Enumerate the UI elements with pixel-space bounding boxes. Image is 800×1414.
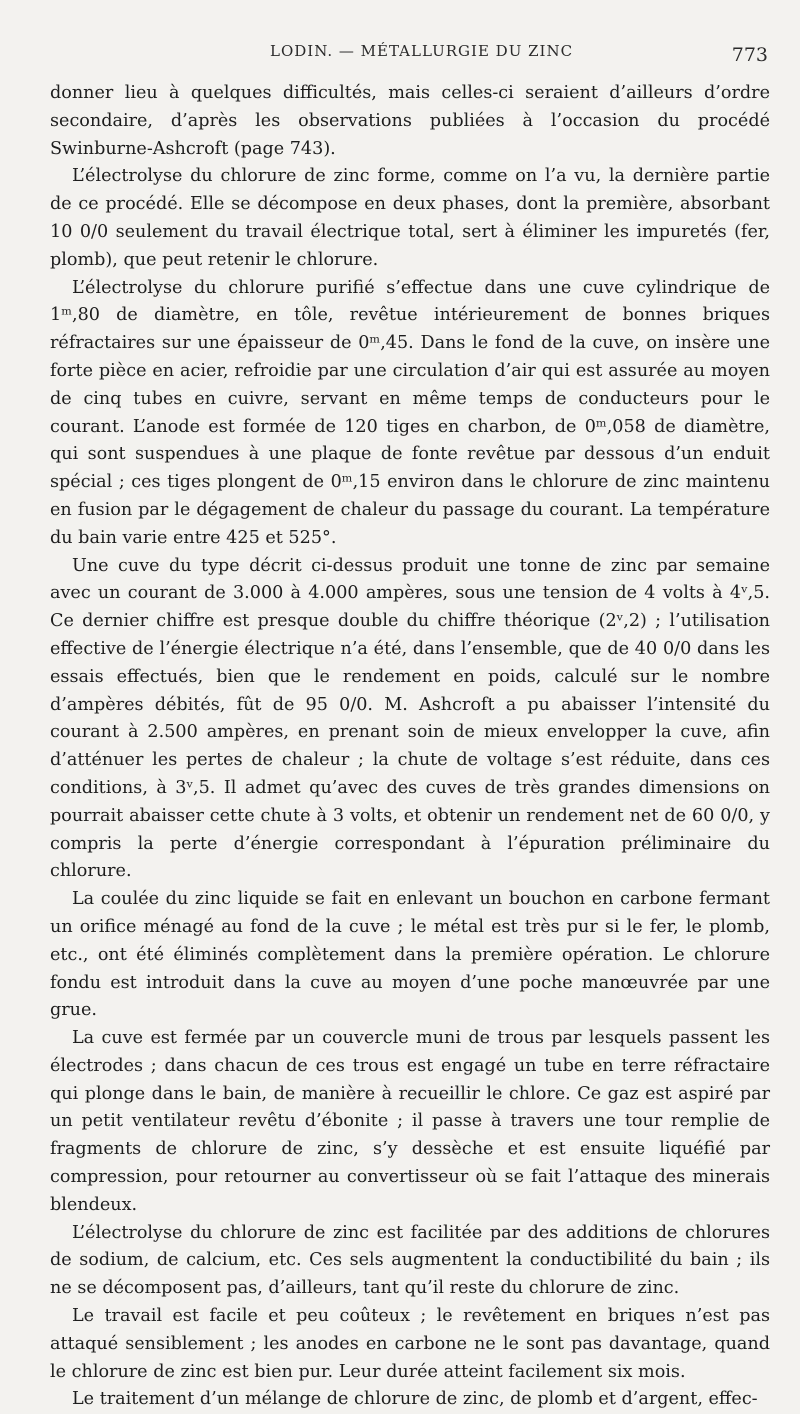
paragraph: L’électrolyse du chlorure de zinc est facilitée par des additions de chlorures de sodium, de calcium, etc. Ces sels augmentent la conductibilité du bain ; ils ne se décomposent pas, d’ailleurs, tant qu’il reste du chlorure de zinc. [50,1222,770,1299]
running-title: LODIN. — MÉTALLURGIE DU ZINC [270,42,574,60]
paragraph: La coulée du zinc liquide se fait en enlevant un bouchon en carbone fermant un orifice ménagé au fond de la cuve ; le métal est très pur si le fer, le plomb, etc., ont été éliminés complètement dans la première opération. Le chlorure fondu est introduit dans la cuve au moyen d’une poche manœuvrée par une grue. [50,889,770,1021]
page-header [50,40,770,76]
paragraph: Le traitement d’un mélange de chlorure de zinc, de plomb et d’argent, effec- [72,1389,758,1410]
paragraph: donner lieu à quelques difficultés, mais celles-ci seraient d’ailleurs d’ordre secondaire, d’après les observations publiées à l’occasion du procédé Swinburne-Ashcroft (page 743). [50,83,770,159]
page-number: 773 [731,44,768,66]
paragraph: La cuve est fermée par un couvercle muni de trous par lesquels passent les électrodes ; dans chacun de ces trous est engagé un tube en terre réfractaire qui plonge dans le bain, de manière à recueillir le chlore. Ce gaz est aspiré par un petit ventilateur revêtu d’ébonite ; il passe à travers une tour remplie de fragments de chlorure de zinc, s’y dessèche et est ensuite liquéfié par compression, pour retourner au convertisseur où se fait l’attaque des minerais blendeux. [50,1028,770,1215]
paragraph: L’électrolyse du chlorure purifié s’effectue dans une cuve cylindrique de 1ᵐ,80 de diamètre, en tôle, revêtue intérieurement de bonnes briques réfractaires sur une épaisseur de 0ᵐ,45. Dans le fond de la cuve, on insère une forte pièce en acier, refroidie par une circulation d’air qui est assurée au moyen de cinq tubes en cuivre, servant en même temps de conducteurs pour le courant. L’anode est formée de 120 tiges en charbon, de 0ᵐ,058 de diamètre, qui sont suspendues à une plaque de fonte revêtue par dessous d’un enduit spécial ; ces tiges plongent de 0ᵐ,15 environ dans le chlorure de zinc maintenu en fusion par le dégagement de chaleur du passage du courant. La température du bain varie entre 425 et 525°. [50,277,770,548]
body-text [50,80,770,1414]
paragraph: Le travail est facile et peu coûteux ; le revêtement en briques n’est pas attaqué sensiblement ; les anodes en carbone ne le sont pas davantage, quand le chlorure de zinc est bien pur. Leur durée atteint facilement six mois. [50,1306,770,1382]
paragraph: Une cuve du type décrit ci-dessus produit une tonne de zinc par semaine avec un courant de 3.000 à 4.000 ampères, sous une tension de 4 volts à 4ᵛ,5. Ce dernier chiffre est presque double du chiffre théorique (2ᵛ,2) ; l’utilisation effective de l’énergie électrique n’a été, dans l’ensemble, que de 40 0/0 dans les essais effectués, bien que le rendement en poids, calculé sur le nombre d’ampères débités, fût de 95 0/0. M. Ashcroft a pu abaisser l’intensité du courant à 2.500 ampères, en prenant soin de mieux envelopper la cuve, afin d’atténuer les pertes de chaleur ; la chute de voltage s’est réduite, dans ces conditions, à 3ᵛ,5. Il admet qu’avec des cuves de très grandes dimensions on pourrait abaisser cette chute à 3 volts, et obtenir un rendement net de 60 0/0, y compris la perte d’énergie correspondant à l’épuration préliminaire du chlorure. [50,555,770,882]
paragraph: L’électrolyse du chlorure de zinc forme, comme on l’a vu, la dernière partie de ce procédé. Elle se décompose en deux phases, dont la première, absorbant 10 0/0 seulement du travail électrique total, sert à éliminer les impuretés (fer, plomb), que peut retenir le chlorure. [50,166,770,270]
